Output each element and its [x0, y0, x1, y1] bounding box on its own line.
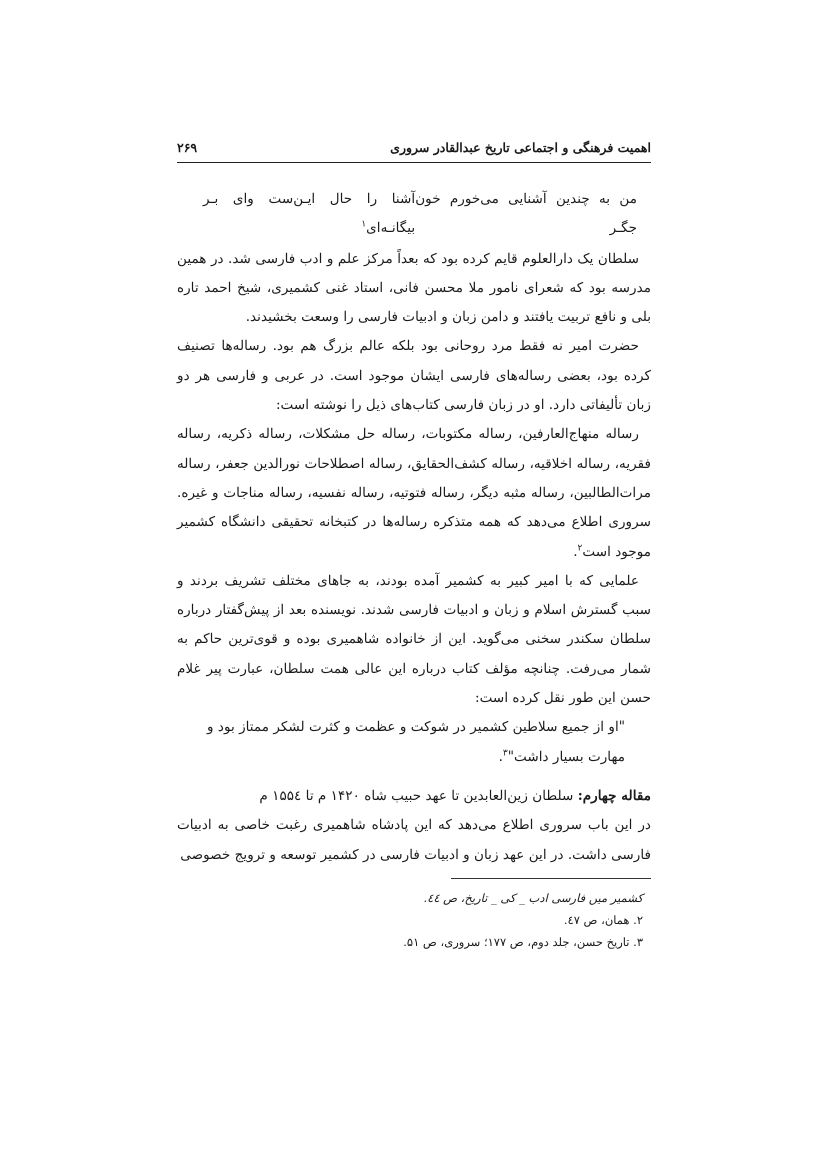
verse	[177, 185, 651, 244]
verse-hemistich-left: آشنا را حال ایـن‌ست وای بـر بیگانـه‌ای$^۱$	[203, 191, 416, 237]
page-number: ۲۶۹	[177, 140, 198, 155]
footnote-2: ۲. همان، ص ٤۷.	[563, 912, 643, 927]
paragraph-4: علمایی که با امیر کبیر به کشمیر آمده بودند، به جاهای مختلف تشریف بردند و سبب گسترش اسلام و زبان و ادبیات فارسی شدند. نویسنده بعد از پیش‌گفتار درباره سلطان سکندر سخنی می‌گوید. این از خانواده شاهمیری بوده و قوی‌ترین حاکم به شمار می‌رفت. چنانچه مؤلف کتاب درباره این عالی همت سلطان، عبارت پیر غلام حسن این طور نقل کرده است:	[177, 572, 651, 707]
footnote-3: ۳. تاریخ حسن، جلد دوم، ص ۱۷۷؛ سروری، ص ۵۱.	[403, 934, 643, 949]
footnote-ref-2: ۲	[577, 543, 583, 554]
header-title: اهمیت فرهنگی و اجتماعی تاریخ عبدالقادر سروری	[390, 140, 651, 155]
footnote-ref-1: ۱	[361, 219, 367, 230]
paragraph-2: حضرت امیر نه فقط مرد روحانی بود بلکه عالم بزرگ هم بود. رساله‌ها تصنیف کرده بود، بعضی رساله‌های فارسی ایشان موجود است. در عربی و فارسی هر دو زبان تألیفاتی دارد. او در زبان فارسی کتاب‌های ذیل را نوشته است:	[177, 338, 651, 414]
block-quote: "او از جمیع سلاطین کشمیر در شوکت و عظمت و کثرت لشکر ممتاز بود و مهارت بسیار داشت"$^۳$.	[207, 719, 625, 765]
page	[177, 140, 651, 953]
running-header	[177, 140, 651, 162]
section-label: مقاله چهارم:	[577, 787, 651, 804]
section-title: سلطان زین‌العابدین تا عهد حبیب شاه ۱۴۲۰ م تا ۱۵۵٤ م	[259, 787, 578, 804]
paragraph-5: در این باب سروری اطلاع می‌دهد که این پادشاه شاهمیری رغبت خاصی به ادبیات فارسی داشت. در این عهد زبان و ادبیات فارسی در کشمیر توسعه و ترویج خصوصی	[177, 817, 651, 863]
footnotes	[177, 887, 651, 953]
footnote-rule	[451, 878, 651, 879]
paragraph-3: رساله منهاج‌العارفین، رساله مکتوبات، رساله حل مشکلات، رساله ذکریه، رساله فقریه، رساله اخلاقیه، رساله کشف‌الحقایق، رساله اصطلاحات نورالدین جعفر، رساله مرات‌الطالبین، رساله مثبه دیگر، رساله فتوتیه، رساله نفسیه، رساله مناجات و غیره. سروری اطلاع می‌دهد که همه متذکره رساله‌ها در کتبخانه تحقیقی دانشگاه کشمیر موجود است$^۲$.	[177, 426, 651, 560]
footnote-1: کشمیر میں فارسی ادب _ کی _ تاریخ، ص ٤٤.	[423, 890, 643, 905]
footnote-ref-3: ۳	[502, 748, 508, 759]
paragraph-1: سلطان یک دارالعلوم قایم کرده بود که بعداً مرکز علم و ادب فارسی شد. در همین مدرسه بود که شعرای نامور ملا محسن فانی، استاد غنی کشمیری، شیخ احمد تاره بلی و نافع تربیت یافتند و دامن زبان و ادبیات فارسی را وسعت بخشیدند.	[177, 250, 651, 326]
body-text	[177, 185, 651, 870]
section-heading	[177, 782, 651, 811]
verse-hemistich-right: من به چندین آشنایی می‌خورم خون جگـر	[415, 191, 637, 237]
header-rule	[177, 162, 651, 163]
